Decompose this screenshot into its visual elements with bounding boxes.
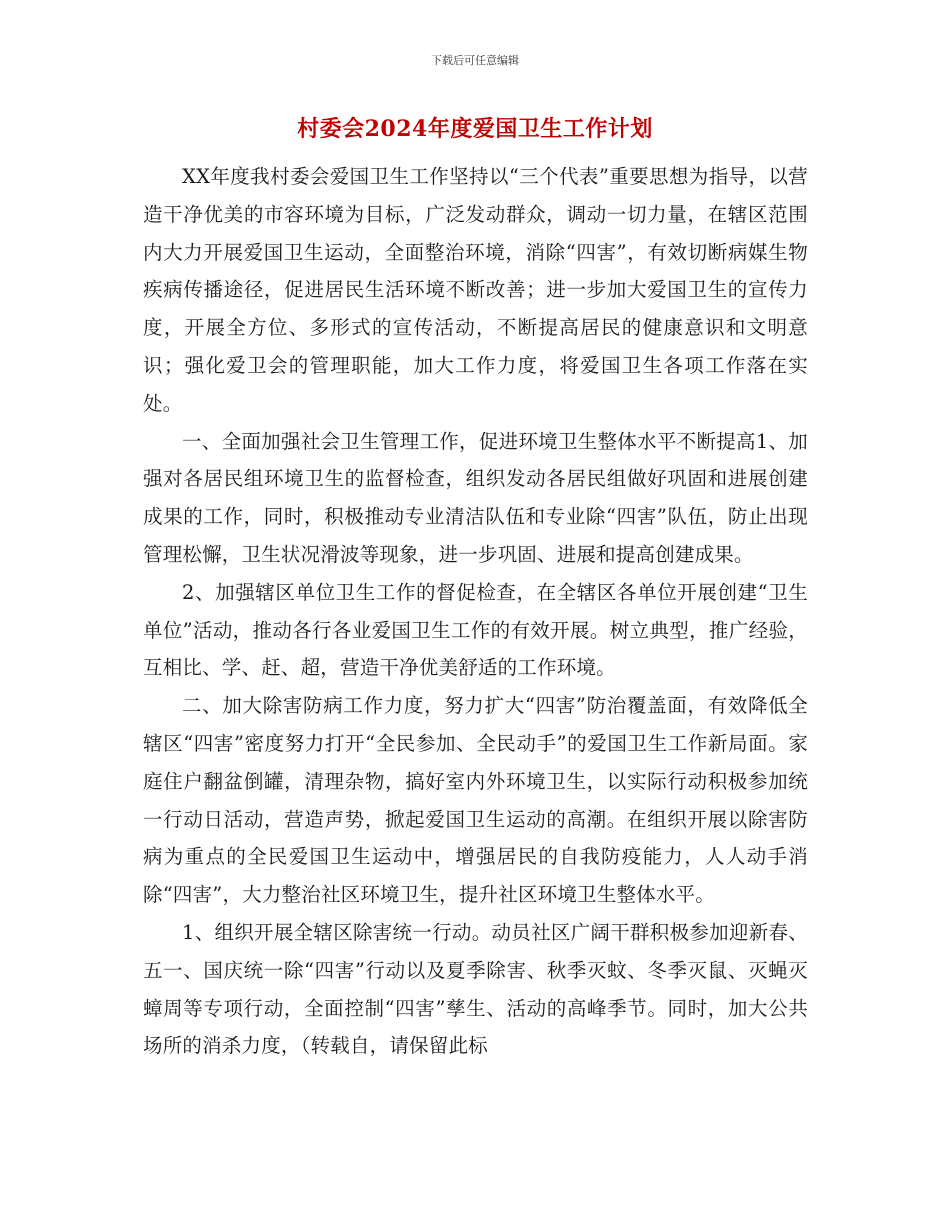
paragraph-section-2: 二、加大除害防病工作力度，努力扩大“四害”防治覆盖面，有效降低全辖区“四害”密度努力打开“全民参加、全民动手”的爱国卫生工作新局面。家庭住户翻盆倒罐，清理杂物，搞好室内外环境卫生，以实际行动积极参加统一行动日活动，营造声势，掀起爱国卫生运动的高潮。在组织开展以除害防病为重点的全民爱国卫生运动中，增强居民的自我防疫能力，人人动手消除“四害”，大力整治社区环境卫生，提升社区环境卫生整体水平。 bbox=[143, 694, 808, 907]
header-note: 下载后可任意编辑 bbox=[431, 54, 519, 67]
paragraph-item-2: 2、加强辖区单位卫生工作的督促检查，在全辖区各单位开展创建“卫生单位”活动，推动各行各业爱国卫生工作的有效开展。树立典型，推广经验，互相比、学、赶、超，营造干净优美舒适的工作环境。 bbox=[143, 580, 808, 680]
paragraph-item-1: 1、组织开展全辖区除害统一行动。动员社区广阔干群积极参加迎新春、五一、国庆统一除“四害”行动以及夏季除害、秋季灭蚊、冬季灭鼠、灭蝇灭蟑周等专项行动，全面控制“四害”孳生、活动的高峰季节。同时，加大公共场所的消杀力度，（转载自，请保留此标 bbox=[143, 920, 808, 1058]
paragraph-section-1: 一、全面加强社会卫生管理工作，促进环境卫生整体水平不断提高1、加强对各居民组环境卫生的监督检查，组织发动各居民组做好巩固和进展创建成果的工作，同时，积极推动专业清洁队伍和专业除“四害”队伍，防止出现管理松懈，卫生状况滑波等现象，进一步巩固、进展和提高创建成果。 bbox=[143, 429, 808, 566]
paragraph-intro: XX年度我村委会爱国卫生工作坚持以“三个代表”重要思想为指导，以营造干净优美的市容环境为目标，广泛发动群众，调动一切力量，在辖区范围内大力开展爱国卫生运动，全面整治环境，消除“四害”，有效切断病媒生物疾病传播途径，促进居民生活环境不断改善；进一步加大爱国卫生的宣传力度，开展全方位、多形式的宣传活动，不断提高居民的健康意识和文明意识；强化爱卫会的管理职能，加大工作力度，将爱国卫生各项工作落在实处。 bbox=[143, 165, 808, 415]
document-title: 村委会2024年度爱国卫生工作计划 bbox=[297, 116, 653, 142]
document-body bbox=[143, 158, 808, 1065]
